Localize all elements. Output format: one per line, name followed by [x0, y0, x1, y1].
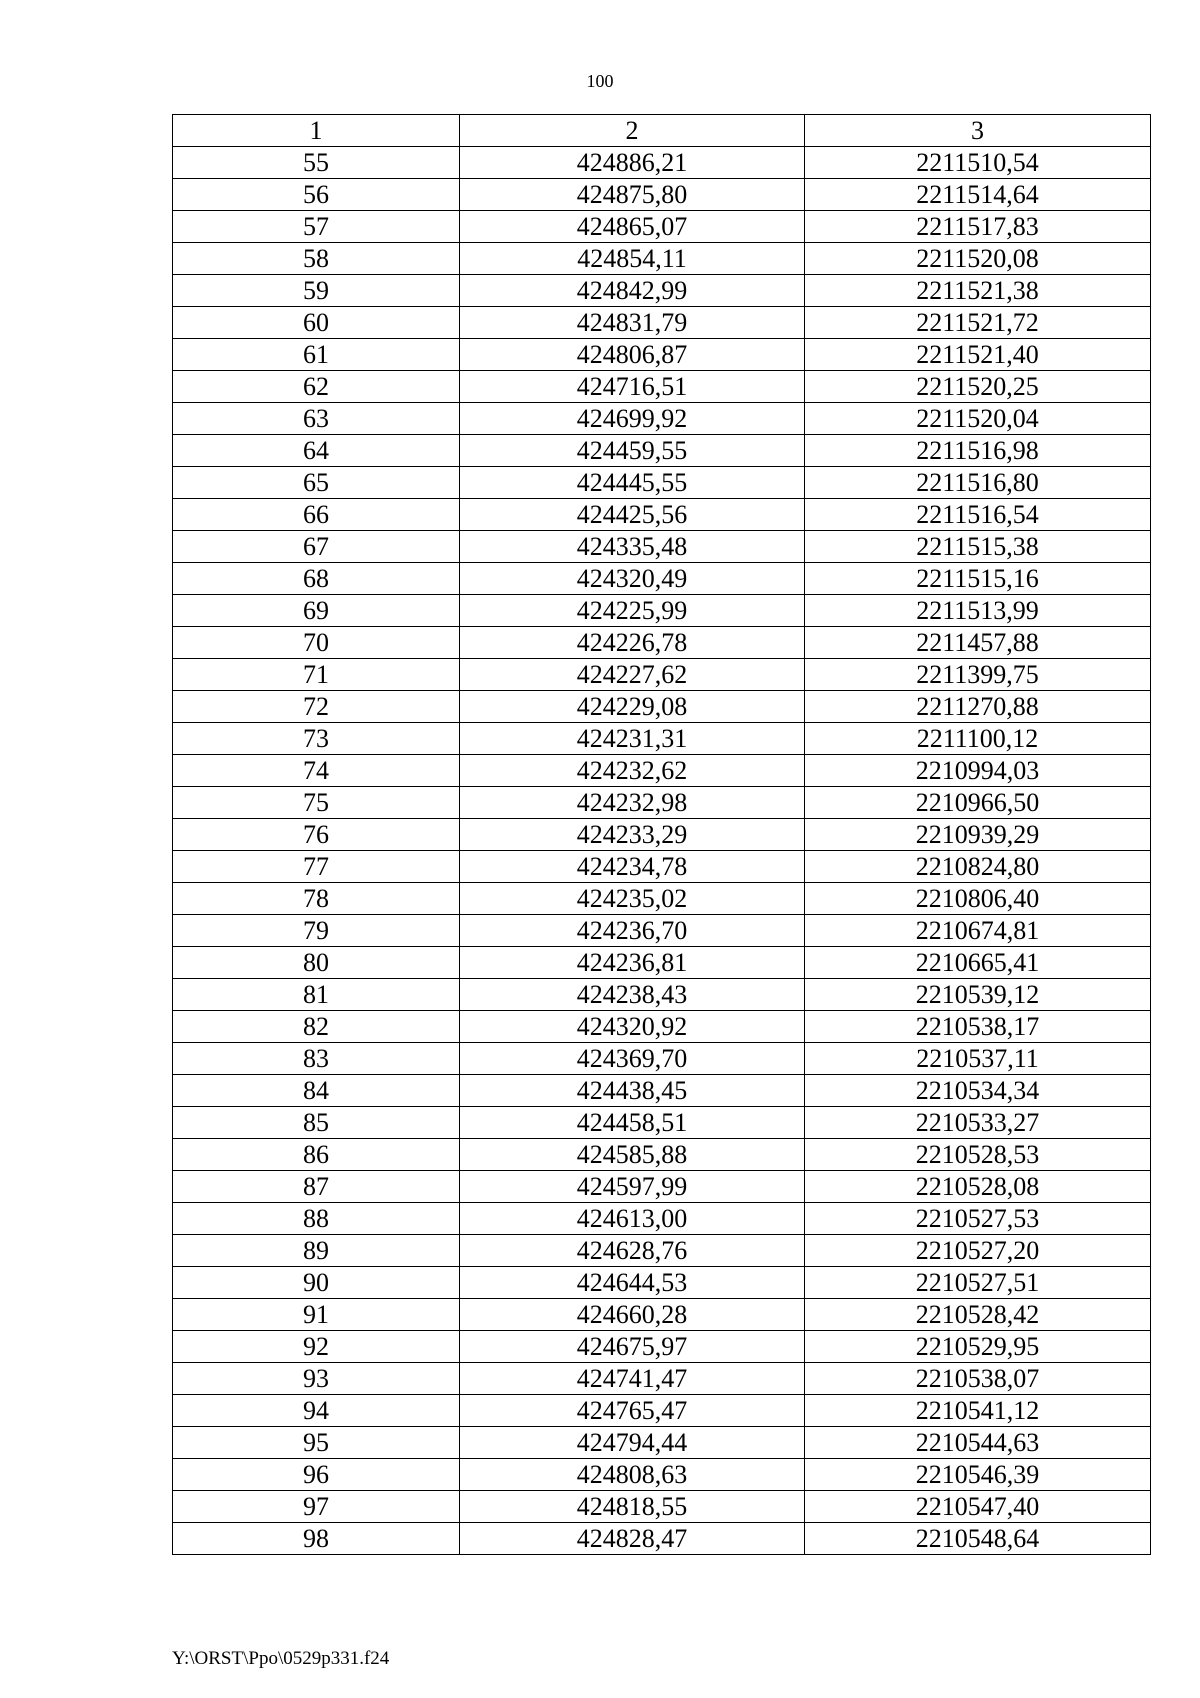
x-coordinate-cell: 424806,87 — [460, 339, 805, 371]
table-row — [173, 851, 1151, 883]
point-number-cell: 76 — [173, 819, 460, 851]
y-coordinate-cell: 2210528,53 — [805, 1139, 1151, 1171]
table-row — [173, 787, 1151, 819]
point-number-cell: 91 — [173, 1299, 460, 1331]
y-coordinate-cell: 2211514,64 — [805, 179, 1151, 211]
x-coordinate-cell: 424236,70 — [460, 915, 805, 947]
y-coordinate-cell: 2210527,53 — [805, 1203, 1151, 1235]
x-coordinate-cell: 424232,62 — [460, 755, 805, 787]
table-row — [173, 179, 1151, 211]
y-coordinate-cell: 2211510,54 — [805, 147, 1151, 179]
point-number-cell: 56 — [173, 179, 460, 211]
table-row — [173, 243, 1151, 275]
point-number-cell: 57 — [173, 211, 460, 243]
y-coordinate-cell: 2210994,03 — [805, 755, 1151, 787]
x-coordinate-cell: 424458,51 — [460, 1107, 805, 1139]
point-number-cell: 81 — [173, 979, 460, 1011]
table-row — [173, 1235, 1151, 1267]
x-coordinate-cell: 424445,55 — [460, 467, 805, 499]
x-coordinate-cell: 424828,47 — [460, 1523, 805, 1555]
y-coordinate-cell: 2211521,72 — [805, 307, 1151, 339]
x-coordinate-cell: 424231,31 — [460, 723, 805, 755]
point-number-cell: 78 — [173, 883, 460, 915]
table-row — [173, 1011, 1151, 1043]
point-number-cell: 80 — [173, 947, 460, 979]
x-coordinate-cell: 424875,80 — [460, 179, 805, 211]
x-coordinate-cell: 424459,55 — [460, 435, 805, 467]
table-row — [173, 1075, 1151, 1107]
point-number-cell: 74 — [173, 755, 460, 787]
point-number-cell: 72 — [173, 691, 460, 723]
point-number-cell: 73 — [173, 723, 460, 755]
y-coordinate-cell: 2210546,39 — [805, 1459, 1151, 1491]
x-coordinate-cell: 424765,47 — [460, 1395, 805, 1427]
table-row — [173, 403, 1151, 435]
table-row — [173, 1267, 1151, 1299]
y-coordinate-cell: 2211516,98 — [805, 435, 1151, 467]
x-coordinate-cell: 424854,11 — [460, 243, 805, 275]
y-coordinate-cell: 2210527,20 — [805, 1235, 1151, 1267]
page-number: 100 — [586, 71, 614, 91]
table-row — [173, 819, 1151, 851]
table-row — [173, 467, 1151, 499]
point-number-cell: 85 — [173, 1107, 460, 1139]
table-row — [173, 1299, 1151, 1331]
point-number-cell: 71 — [173, 659, 460, 691]
point-number-cell: 79 — [173, 915, 460, 947]
y-coordinate-cell: 2210527,51 — [805, 1267, 1151, 1299]
table-row — [173, 147, 1151, 179]
table-row — [173, 307, 1151, 339]
point-number-cell: 58 — [173, 243, 460, 275]
point-number-cell: 60 — [173, 307, 460, 339]
point-number-cell: 86 — [173, 1139, 460, 1171]
y-coordinate-cell: 2210538,17 — [805, 1011, 1151, 1043]
x-coordinate-cell: 424818,55 — [460, 1491, 805, 1523]
table-row — [173, 723, 1151, 755]
y-coordinate-cell: 2210806,40 — [805, 883, 1151, 915]
y-coordinate-cell: 2210665,41 — [805, 947, 1151, 979]
x-coordinate-cell: 424233,29 — [460, 819, 805, 851]
point-number-cell: 93 — [173, 1363, 460, 1395]
point-number-cell: 82 — [173, 1011, 460, 1043]
y-coordinate-cell: 2210824,80 — [805, 851, 1151, 883]
table-row — [173, 1107, 1151, 1139]
x-coordinate-cell: 424675,97 — [460, 1331, 805, 1363]
y-coordinate-cell: 2211515,38 — [805, 531, 1151, 563]
x-coordinate-cell: 424597,99 — [460, 1171, 805, 1203]
y-coordinate-cell: 2211520,04 — [805, 403, 1151, 435]
y-coordinate-cell: 2211521,38 — [805, 275, 1151, 307]
x-coordinate-cell: 424613,00 — [460, 1203, 805, 1235]
x-coordinate-cell: 424235,02 — [460, 883, 805, 915]
x-coordinate-cell: 424741,47 — [460, 1363, 805, 1395]
point-number-cell: 65 — [173, 467, 460, 499]
table-row — [173, 755, 1151, 787]
table-body — [173, 147, 1151, 1555]
point-number-cell: 55 — [173, 147, 460, 179]
y-coordinate-cell: 2210528,42 — [805, 1299, 1151, 1331]
x-coordinate-cell: 424236,81 — [460, 947, 805, 979]
table-row — [173, 1395, 1151, 1427]
table-row — [173, 1331, 1151, 1363]
header-col-2: 2 — [460, 115, 805, 147]
point-number-cell: 70 — [173, 627, 460, 659]
table-row — [173, 595, 1151, 627]
x-coordinate-cell: 424842,99 — [460, 275, 805, 307]
x-coordinate-cell: 424320,92 — [460, 1011, 805, 1043]
point-number-cell: 66 — [173, 499, 460, 531]
y-coordinate-cell: 2211516,54 — [805, 499, 1151, 531]
point-number-cell: 90 — [173, 1267, 460, 1299]
table-header — [173, 115, 1151, 147]
y-coordinate-cell: 2210539,12 — [805, 979, 1151, 1011]
table-row — [173, 1491, 1151, 1523]
table-row — [173, 531, 1151, 563]
y-coordinate-cell: 2211457,88 — [805, 627, 1151, 659]
table-row — [173, 371, 1151, 403]
y-coordinate-cell: 2211521,40 — [805, 339, 1151, 371]
y-coordinate-cell: 2211399,75 — [805, 659, 1151, 691]
y-coordinate-cell: 2210533,27 — [805, 1107, 1151, 1139]
table-row — [173, 339, 1151, 371]
point-number-cell: 83 — [173, 1043, 460, 1075]
table-row — [173, 1427, 1151, 1459]
y-coordinate-cell: 2210544,63 — [805, 1427, 1151, 1459]
x-coordinate-cell: 424865,07 — [460, 211, 805, 243]
point-number-cell: 94 — [173, 1395, 460, 1427]
table-row — [173, 499, 1151, 531]
point-number-cell: 84 — [173, 1075, 460, 1107]
point-number-cell: 92 — [173, 1331, 460, 1363]
x-coordinate-cell: 424234,78 — [460, 851, 805, 883]
table-row — [173, 1459, 1151, 1491]
x-coordinate-cell: 424227,62 — [460, 659, 805, 691]
footer-file-path: Y:\ORST\Ppo\0529p331.f24 — [172, 1648, 390, 1669]
table-row — [173, 883, 1151, 915]
point-number-cell: 89 — [173, 1235, 460, 1267]
x-coordinate-cell: 424716,51 — [460, 371, 805, 403]
y-coordinate-cell: 2210528,08 — [805, 1171, 1151, 1203]
table-row — [173, 435, 1151, 467]
table-row — [173, 1363, 1151, 1395]
y-coordinate-cell: 2211513,99 — [805, 595, 1151, 627]
point-number-cell: 96 — [173, 1459, 460, 1491]
x-coordinate-cell: 424425,56 — [460, 499, 805, 531]
table-row — [173, 627, 1151, 659]
y-coordinate-cell: 2211515,16 — [805, 563, 1151, 595]
y-coordinate-cell: 2210674,81 — [805, 915, 1151, 947]
point-number-cell: 64 — [173, 435, 460, 467]
x-coordinate-cell: 424369,70 — [460, 1043, 805, 1075]
x-coordinate-cell: 424585,88 — [460, 1139, 805, 1171]
point-number-cell: 75 — [173, 787, 460, 819]
point-number-cell: 87 — [173, 1171, 460, 1203]
y-coordinate-cell: 2210537,11 — [805, 1043, 1151, 1075]
x-coordinate-cell: 424238,43 — [460, 979, 805, 1011]
x-coordinate-cell: 424886,21 — [460, 147, 805, 179]
y-coordinate-cell: 2211516,80 — [805, 467, 1151, 499]
y-coordinate-cell: 2210966,50 — [805, 787, 1151, 819]
table-row — [173, 691, 1151, 723]
y-coordinate-cell: 2210529,95 — [805, 1331, 1151, 1363]
x-coordinate-cell: 424831,79 — [460, 307, 805, 339]
header-col-3: 3 — [805, 115, 1151, 147]
table-row — [173, 275, 1151, 307]
table-row — [173, 659, 1151, 691]
x-coordinate-cell: 424628,76 — [460, 1235, 805, 1267]
y-coordinate-cell: 2210534,34 — [805, 1075, 1151, 1107]
point-number-cell: 61 — [173, 339, 460, 371]
x-coordinate-cell: 424335,48 — [460, 531, 805, 563]
point-number-cell: 98 — [173, 1523, 460, 1555]
y-coordinate-cell: 2211520,25 — [805, 371, 1151, 403]
point-number-cell: 77 — [173, 851, 460, 883]
x-coordinate-cell: 424699,92 — [460, 403, 805, 435]
x-coordinate-cell: 424438,45 — [460, 1075, 805, 1107]
point-number-cell: 59 — [173, 275, 460, 307]
coordinates-table — [172, 114, 1151, 1555]
table-row — [173, 1203, 1151, 1235]
header-col-1: 1 — [173, 115, 460, 147]
table-row — [173, 1043, 1151, 1075]
point-number-cell: 95 — [173, 1427, 460, 1459]
point-number-cell: 69 — [173, 595, 460, 627]
x-coordinate-cell: 424229,08 — [460, 691, 805, 723]
x-coordinate-cell: 424226,78 — [460, 627, 805, 659]
point-number-cell: 63 — [173, 403, 460, 435]
header-row — [173, 115, 1151, 147]
x-coordinate-cell: 424660,28 — [460, 1299, 805, 1331]
x-coordinate-cell: 424794,44 — [460, 1427, 805, 1459]
y-coordinate-cell: 2211517,83 — [805, 211, 1151, 243]
point-number-cell: 97 — [173, 1491, 460, 1523]
y-coordinate-cell: 2210548,64 — [805, 1523, 1151, 1555]
y-coordinate-cell: 2211520,08 — [805, 243, 1151, 275]
x-coordinate-cell: 424320,49 — [460, 563, 805, 595]
table-row — [173, 1171, 1151, 1203]
y-coordinate-cell: 2210538,07 — [805, 1363, 1151, 1395]
point-number-cell: 88 — [173, 1203, 460, 1235]
x-coordinate-cell: 424644,53 — [460, 1267, 805, 1299]
table-row — [173, 979, 1151, 1011]
y-coordinate-cell: 2210547,40 — [805, 1491, 1151, 1523]
table-row — [173, 211, 1151, 243]
point-number-cell: 62 — [173, 371, 460, 403]
y-coordinate-cell: 2211270,88 — [805, 691, 1151, 723]
x-coordinate-cell: 424808,63 — [460, 1459, 805, 1491]
table-row — [173, 915, 1151, 947]
table-row — [173, 947, 1151, 979]
point-number-cell: 67 — [173, 531, 460, 563]
x-coordinate-cell: 424232,98 — [460, 787, 805, 819]
x-coordinate-cell: 424225,99 — [460, 595, 805, 627]
y-coordinate-cell: 2210541,12 — [805, 1395, 1151, 1427]
table-row — [173, 1523, 1151, 1555]
point-number-cell: 68 — [173, 563, 460, 595]
table-row — [173, 1139, 1151, 1171]
y-coordinate-cell: 2211100,12 — [805, 723, 1151, 755]
table-row — [173, 563, 1151, 595]
y-coordinate-cell: 2210939,29 — [805, 819, 1151, 851]
